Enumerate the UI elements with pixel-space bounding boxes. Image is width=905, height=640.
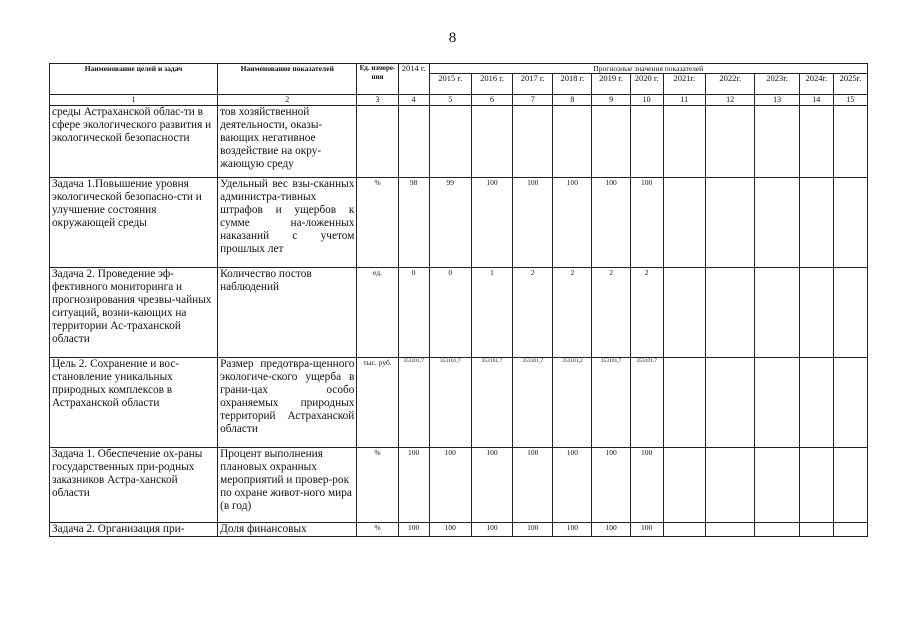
header-year: 2022г.: [705, 74, 755, 95]
goal-cell: Задача 2. Организация при-: [50, 523, 218, 537]
column-number: 14: [799, 95, 833, 106]
value-cell: 100: [471, 448, 512, 523]
goal-cell: Задача 2. Проведение эф-фективного мониторинга и прогнозирования чрезвы-чайных ситуаций, возни-кающих на территории Ас-траханской области: [50, 268, 218, 358]
value-cell: 0: [429, 268, 471, 358]
table-row: [50, 178, 868, 268]
column-number: 6: [471, 95, 512, 106]
unit-cell: [357, 106, 398, 178]
empty-cell: [705, 358, 755, 448]
header-year: 2020 г.: [630, 74, 663, 95]
value-cell: 100: [429, 448, 471, 523]
value-cell: 353101,7: [471, 358, 512, 448]
value-cell: 100: [553, 448, 592, 523]
value-cell: [471, 106, 512, 178]
column-number: 11: [663, 95, 705, 106]
value-cell: 100: [592, 448, 630, 523]
empty-cell: [705, 268, 755, 358]
empty-cell: [833, 106, 867, 178]
header-year: 2015 г.: [429, 74, 471, 95]
header-indicator: Наименование показателей: [218, 64, 357, 95]
value-cell: 2: [592, 268, 630, 358]
value-cell: 100: [471, 523, 512, 537]
value-cell: [553, 106, 592, 178]
value-cell: 100: [630, 448, 663, 523]
column-number: 12: [705, 95, 755, 106]
goal-cell: среды Астраханской облас-ти в сфере экологического развития и экологической безопасности: [50, 106, 218, 178]
header-2014: 2014 г.: [398, 64, 429, 95]
value-2014-cell: 0: [398, 268, 429, 358]
empty-cell: [705, 523, 755, 537]
empty-cell: [799, 358, 833, 448]
empty-cell: [663, 268, 705, 358]
empty-cell: [663, 178, 705, 268]
value-cell: 100: [429, 523, 471, 537]
empty-cell: [705, 178, 755, 268]
value-cell: 100: [471, 178, 512, 268]
indicator-cell: Удельный вес взы-сканных администра-тивных штрафов и ущербов к сумме на-ложенных наказаний с учетом прошлых лет: [218, 178, 357, 268]
unit-cell: ед.: [357, 268, 398, 358]
empty-cell: [799, 523, 833, 537]
value-cell: 353101,2: [553, 358, 592, 448]
value-cell: 100: [630, 523, 663, 537]
indicators-table: [49, 63, 868, 537]
unit-cell: %: [357, 523, 398, 537]
header-year: 2018 г.: [553, 74, 592, 95]
value-cell: [429, 106, 471, 178]
empty-cell: [755, 106, 799, 178]
table-row: [50, 523, 868, 537]
column-number: 10: [630, 95, 663, 106]
value-cell: 100: [630, 178, 663, 268]
value-cell: [630, 106, 663, 178]
header-year: 2024г.: [799, 74, 833, 95]
value-cell: 100: [513, 448, 553, 523]
value-cell: 100: [513, 523, 553, 537]
goal-cell: Задача 1. Обеспечение ох-раны государственных при-родных заказников Астра-ханской области: [50, 448, 218, 523]
value-2014-cell: 98: [398, 178, 429, 268]
value-cell: 2: [553, 268, 592, 358]
indicator-cell: Доля финансовых: [218, 523, 357, 537]
column-number: 9: [592, 95, 630, 106]
value-2014-cell: 353101,7: [398, 358, 429, 448]
column-number: 4: [398, 95, 429, 106]
empty-cell: [833, 448, 867, 523]
value-2014-cell: 100: [398, 448, 429, 523]
column-number: 7: [513, 95, 553, 106]
empty-cell: [755, 358, 799, 448]
header-year: 2019 г.: [592, 74, 630, 95]
column-number: 1: [50, 95, 218, 106]
header-year: 2017 г.: [513, 74, 553, 95]
empty-cell: [755, 178, 799, 268]
empty-cell: [755, 268, 799, 358]
header-year: 2016 г.: [471, 74, 512, 95]
empty-cell: [833, 268, 867, 358]
empty-cell: [833, 178, 867, 268]
table-row: [50, 448, 868, 523]
empty-cell: [799, 448, 833, 523]
value-2014-cell: [398, 106, 429, 178]
empty-cell: [755, 448, 799, 523]
value-cell: 99: [429, 178, 471, 268]
value-cell: 1: [471, 268, 512, 358]
unit-cell: тыс. руб.: [357, 358, 398, 448]
header-year: 2025г.: [833, 74, 867, 95]
empty-cell: [705, 448, 755, 523]
value-cell: 100: [553, 178, 592, 268]
goal-cell: Задача 1.Повышение уровня экологической безопасно-сти и улучшение состояния окружающей среды: [50, 178, 218, 268]
empty-cell: [663, 106, 705, 178]
value-cell: [513, 106, 553, 178]
column-number: 13: [755, 95, 799, 106]
column-number: 15: [833, 95, 867, 106]
header-goal: Наименование целей и задач: [50, 64, 218, 95]
indicator-cell: Процент выполнения плановых охранных мероприятий и провер-рок по охране живот-ного мира (в год): [218, 448, 357, 523]
column-number: 3: [357, 95, 398, 106]
unit-cell: %: [357, 448, 398, 523]
header-year: 2021г.: [663, 74, 705, 95]
empty-cell: [705, 106, 755, 178]
empty-cell: [799, 268, 833, 358]
column-number: 2: [218, 95, 357, 106]
value-cell: [592, 106, 630, 178]
empty-cell: [799, 106, 833, 178]
header-unit: Ед. измере-ния: [357, 64, 398, 95]
value-cell: 353101,7: [513, 358, 553, 448]
unit-cell: %: [357, 178, 398, 268]
value-cell: 353101,7: [429, 358, 471, 448]
value-cell: 100: [592, 178, 630, 268]
empty-cell: [663, 358, 705, 448]
value-cell: 353101,7: [630, 358, 663, 448]
page-number: 8: [448, 30, 457, 46]
value-cell: 2: [513, 268, 553, 358]
table-row: [50, 106, 868, 178]
value-2014-cell: 100: [398, 523, 429, 537]
empty-cell: [833, 358, 867, 448]
header-year: 2023г.: [755, 74, 799, 95]
indicator-cell: Размер предотвра-щенного экологиче-ского ущерба в грани-цах особо охраняемых природных территорий Астраханской области: [218, 358, 357, 448]
empty-cell: [799, 178, 833, 268]
column-number: 8: [553, 95, 592, 106]
value-cell: 100: [513, 178, 553, 268]
empty-cell: [663, 523, 705, 537]
empty-cell: [663, 448, 705, 523]
table-row: [50, 268, 868, 358]
table-row: [50, 358, 868, 448]
value-cell: 100: [553, 523, 592, 537]
indicator-cell: тов хозяйственной деятельности, оказы-вающих негативное воздействие на окру-жающую среду: [218, 106, 357, 178]
indicator-cell: Количество постов наблюдений: [218, 268, 357, 358]
column-number-row: [50, 95, 868, 106]
header-forecast: Прогнозные значения показателей: [429, 64, 867, 74]
column-number: 5: [429, 95, 471, 106]
goal-cell: Цель 2. Сохранение и вос-становление уникальных природных комплексов в Астраханской области: [50, 358, 218, 448]
empty-cell: [833, 523, 867, 537]
value-cell: 353101,7: [592, 358, 630, 448]
value-cell: 2: [630, 268, 663, 358]
value-cell: 100: [592, 523, 630, 537]
empty-cell: [755, 523, 799, 537]
